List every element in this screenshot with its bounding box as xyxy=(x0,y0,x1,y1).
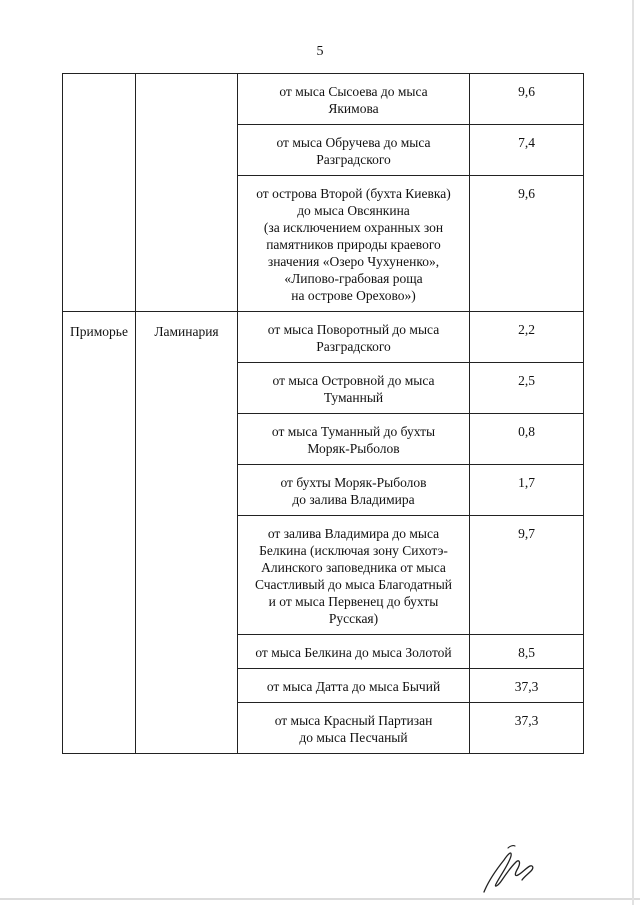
value-cell: 0,8 xyxy=(470,414,584,465)
value-cell: 9,6 xyxy=(470,74,584,125)
signature-mark xyxy=(478,842,538,896)
area-cell: от залива Владимира до мыса Белкина (исключая зону Сихотэ- Алинского заповедника от мыса Счастливый до мыса Благодатный и от мыса Первенец до бухты Русская) xyxy=(238,516,470,635)
scan-edge-bottom xyxy=(0,898,640,900)
table-body xyxy=(63,74,584,754)
scan-edge-right xyxy=(632,0,634,905)
value-cell: 9,6 xyxy=(470,176,584,312)
quota-table xyxy=(62,73,584,754)
area-cell: от мыса Островной до мыса Туманный xyxy=(238,363,470,414)
value-cell: 7,4 xyxy=(470,125,584,176)
area-cell: от мыса Белкина до мыса Золотой xyxy=(238,635,470,669)
value-cell: 1,7 xyxy=(470,465,584,516)
area-cell: от острова Второй (бухта Киевка) до мыса Овсянкина (за исключением охранных зон памятников природы краевого значения «Озеро Чухуненко», «Липово-грабовая роща на острове Орехово») xyxy=(238,176,470,312)
area-cell: от мыса Поворотный до мыса Разградского xyxy=(238,312,470,363)
area-cell: от мыса Датта до мыса Бычий xyxy=(238,669,470,703)
value-cell: 8,5 xyxy=(470,635,584,669)
species-cell xyxy=(136,74,238,312)
species-cell: Ламинария xyxy=(136,312,238,754)
value-cell: 2,2 xyxy=(470,312,584,363)
value-cell: 37,3 xyxy=(470,703,584,754)
table-row xyxy=(63,74,584,125)
area-cell: от мыса Сысоева до мыса Якимова xyxy=(238,74,470,125)
area-cell: от мыса Красный Партизан до мыса Песчаный xyxy=(238,703,470,754)
region-cell: Приморье xyxy=(63,312,136,754)
value-cell: 2,5 xyxy=(470,363,584,414)
value-cell: 37,3 xyxy=(470,669,584,703)
page-number: 5 xyxy=(316,44,324,59)
area-cell: от мыса Туманный до бухты Моряк-Рыболов xyxy=(238,414,470,465)
region-cell xyxy=(63,74,136,312)
table-row xyxy=(63,312,584,363)
value-cell: 9,7 xyxy=(470,516,584,635)
area-cell: от бухты Моряк-Рыболов до залива Владимира xyxy=(238,465,470,516)
area-cell: от мыса Обручева до мыса Разградского xyxy=(238,125,470,176)
